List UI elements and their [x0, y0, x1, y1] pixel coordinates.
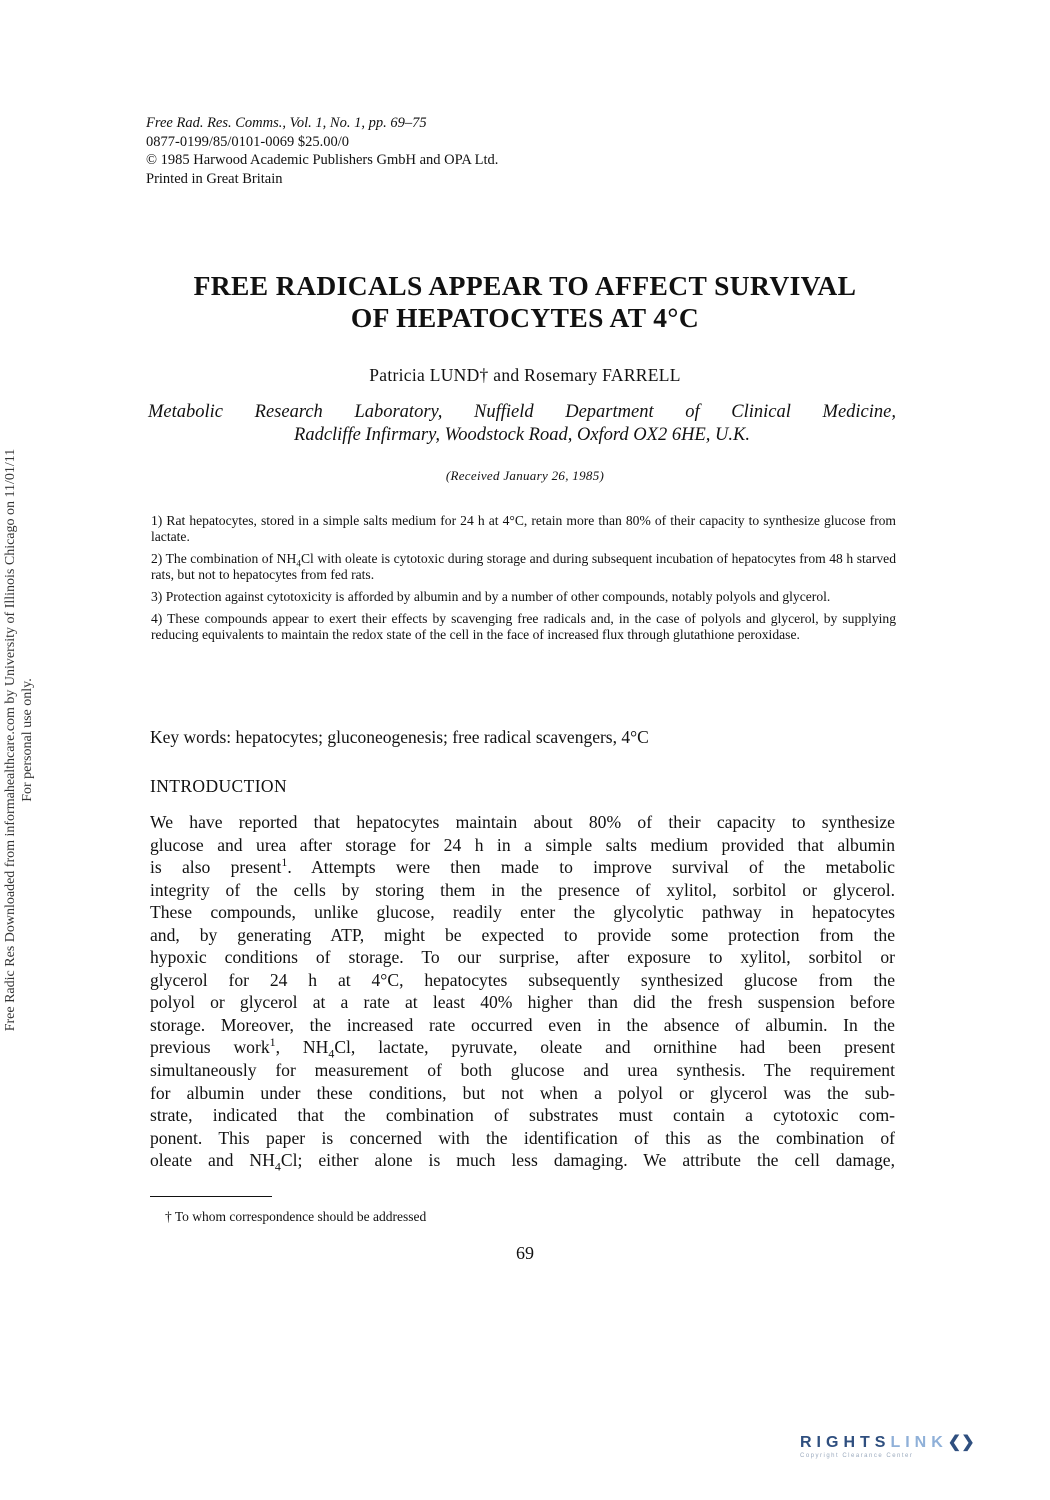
abstract-point-3: 3) Protection against cytotoxicity is afforded by albumin and by a number of other compounds, notably polyols and glycerol.	[151, 589, 831, 604]
body-line: simultaneously for measurement of both glucose and urea synthesis. The requirement	[150, 1060, 895, 1081]
abstract-point-4: 4) These compounds appear to exert their effects by scavenging free radicals and, in the case of polyols and glycerol, by supplying reducing equivalents to maintain the redox state of the cell in the face of increased flux through glutathione peroxidase.	[151, 611, 896, 642]
abstract	[151, 513, 896, 649]
introduction-body	[150, 811, 895, 1172]
affiliation-line-1: Metabolic Research Laboratory, Nuffield Department of Clinical Medicine,	[148, 402, 896, 422]
title-line-2: OF HEPATOCYTES AT 4°C	[350, 302, 700, 333]
footnote: † To whom correspondence should be addressed	[165, 1209, 427, 1224]
keywords: Key words: hepatocytes; gluconeogenesis; free radical scavengers, 4°C	[150, 727, 649, 747]
received-date: (Received January 26, 1985)	[445, 468, 605, 483]
authors: Patricia LUND† and Rosemary FARRELL	[369, 365, 681, 385]
body-line: glucose and urea after storage for 24 h in a simple salts medium provided that albumin	[150, 834, 895, 855]
rightslink-tagline: Copyright Clearance Center	[800, 1453, 914, 1459]
body-line: ponent. This paper is concerned with the identification of this as the combination of	[150, 1127, 895, 1148]
side-note-line-1: Free Radic Res Downloaded from informahealthcare.com by University of Illinois Chicago on 11/01/11	[3, 448, 18, 1032]
section-heading-introduction: INTRODUCTION	[150, 776, 288, 796]
footnote-rule	[150, 1196, 272, 1197]
body-line: polyol or glycerol at a rate at least 40% higher than did the fresh suspension before	[150, 992, 895, 1013]
printed-line: Printed in Great Britain	[146, 170, 283, 187]
body-line: and, by generating ATP, might be expected to provide some protection from the	[150, 924, 895, 945]
body-line: storage. Moreover, the increased rate occurred even in the absence of albumin. In the	[150, 1014, 895, 1035]
download-side-note	[2, 400, 36, 1080]
rightslink-word-rights: RIGHTS	[800, 1434, 891, 1451]
journal-header	[146, 114, 498, 188]
affiliation-line-2: Radcliffe Infirmary, Woodstock Road, Oxford OX2 6HE, U.K.	[294, 425, 750, 445]
body-line: strate, indicated that the combination of substrates must contain a cytotoxic com-	[150, 1105, 895, 1126]
body-line: previous work$^1$, $NH_4Cl$, lactate, pyruvate, oleate and ornithine had been present	[150, 1035, 895, 1061]
abstract-point-2: 2) The combination of $NH_4Cl$ with oleate is cytotoxic during storage and during subsequent incubation of hepatocytes from 48 h starved rats, but not to hepatocytes from fed rats.	[151, 551, 896, 582]
body-line: We have reported that hepatocytes maintain about 80% of their capacity to synthesize	[150, 812, 895, 832]
body-line: for albumin under these conditions, but not when a polyol or glycerol was the sub-	[150, 1082, 895, 1103]
page-number: 69	[516, 1243, 534, 1263]
journal-citation: Free Rad. Res. Comms., Vol. 1, No. 1, pp. 69–75	[146, 115, 427, 131]
body-line: hypoxic conditions of storage. To our surprise, after exposure to xylitol, sorbitol or	[150, 947, 895, 968]
rightslink-word-link: LINK	[890, 1434, 948, 1451]
title-line-1: FREE RADICALS APPEAR TO AFFECT SURVIVAL	[193, 270, 857, 301]
body-line: glycerol for 24 h at 4°C, hepatocytes subsequently synthesized glucose from the	[150, 969, 895, 990]
journal-issn: 0877-0199/85/0101-0069 $25.00/0	[146, 133, 349, 150]
rightslink-arrow-icon: ❮❯	[947, 1434, 975, 1451]
article-title	[100, 270, 950, 334]
copyright-line: © 1985 Harwood Academic Publishers GmbH and OPA Ltd.	[146, 152, 499, 168]
rightslink-logo[interactable]	[800, 1432, 1032, 1472]
abstract-point-1: 1) Rat hepatocytes, stored in a simple salts medium for 24 h at 4°C, retain more than 80% of their capacity to synthesize glucose from lactate.	[151, 513, 896, 544]
body-line: integrity of the cells by storing them in the presence of xylitol, sorbitol or glycerol.	[150, 879, 895, 900]
body-line: oleate and $NH_4Cl$; either alone is much less damaging. We attribute the cell damage,	[150, 1150, 895, 1174]
side-note-line-2: For personal use only.	[20, 678, 35, 802]
body-line: is also present$^1$. Attempts were then made to improve survival of the metabolic	[150, 855, 895, 878]
affiliation	[148, 401, 896, 447]
body-line: These compounds, unlike glucose, readily enter the glycolytic pathway in hepatocytes	[150, 902, 895, 923]
